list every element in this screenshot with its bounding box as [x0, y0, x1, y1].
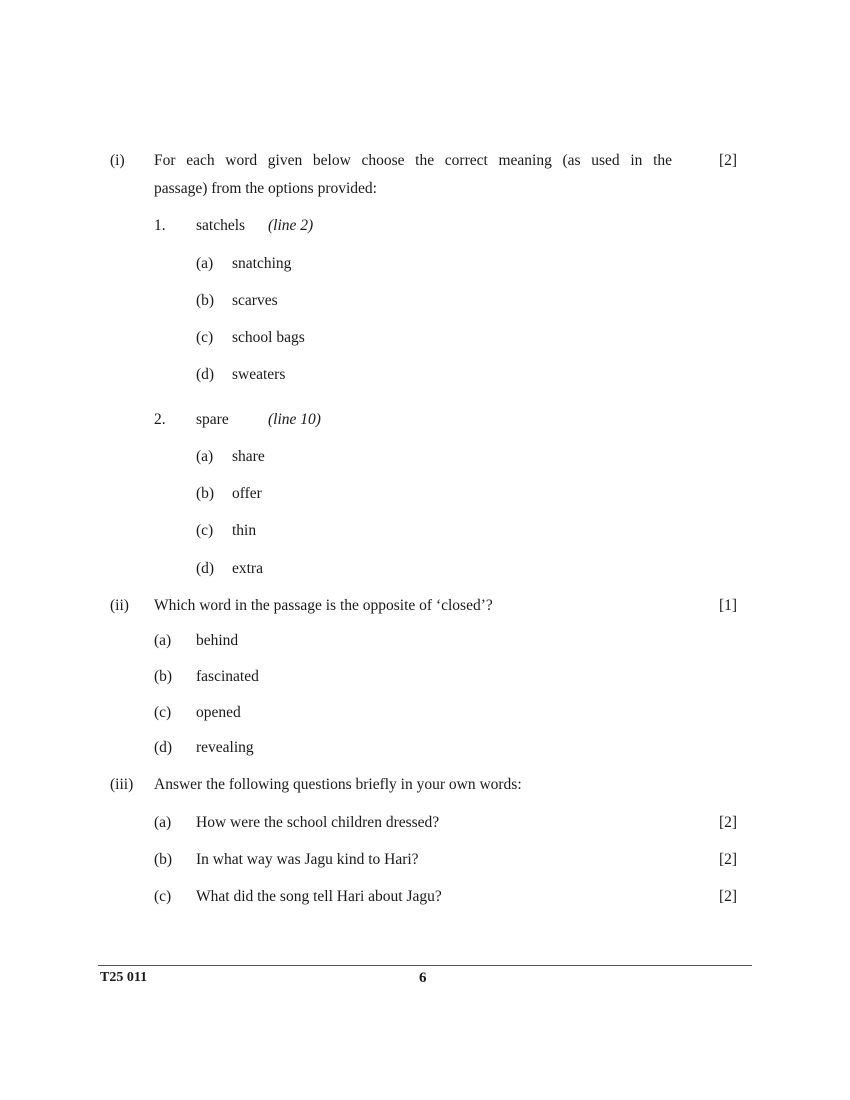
sub-question-text: In what way was Jagu kind to Hari? [196, 851, 419, 868]
option-label: (c) [154, 704, 172, 721]
sub-question-label: (a) [154, 814, 172, 831]
option-label: (d) [196, 366, 215, 383]
item-2-number: 2. [154, 411, 166, 428]
option-text: revealing [196, 739, 254, 756]
question-2-marks: [1] [719, 597, 738, 614]
option-label: (c) [196, 329, 214, 346]
option-label: (a) [196, 255, 214, 272]
question-1-text-line1: For each word given below choose the correct meaning (as used in the [154, 152, 672, 169]
question-3-text: Answer the following questions briefly in your own words: [154, 776, 522, 793]
option-text: opened [196, 704, 241, 721]
sub-question-marks: [2] [719, 888, 738, 905]
question-2-text: Which word in the passage is the opposite of ‘closed’? [154, 597, 493, 614]
option-label: (a) [196, 448, 214, 465]
page-number: 6 [419, 970, 427, 986]
item-1-line-reference: (line 2) [268, 217, 314, 234]
question-1-text-line2: passage) from the options provided: [154, 180, 377, 197]
option-label: (b) [196, 485, 215, 502]
option-text: snatching [232, 255, 292, 272]
question-3-number: (iii) [110, 776, 134, 793]
question-2-number: (ii) [110, 597, 129, 614]
option-label: (c) [196, 522, 214, 539]
sub-question-text: How were the school children dressed? [196, 814, 440, 831]
option-label: (d) [196, 560, 215, 577]
option-text: behind [196, 632, 239, 649]
sub-question-label: (b) [154, 851, 173, 868]
option-text: fascinated [196, 668, 259, 685]
option-text: thin [232, 522, 257, 539]
item-2-word: spare [196, 411, 229, 428]
item-1-number: 1. [154, 217, 166, 234]
option-text: extra [232, 560, 263, 577]
option-text: offer [232, 485, 262, 502]
sub-question-label: (c) [154, 888, 172, 905]
option-text: sweaters [232, 366, 286, 383]
option-label: (b) [196, 292, 215, 309]
item-2-line-reference: (line 10) [268, 411, 321, 428]
option-text: share [232, 448, 265, 465]
question-1-marks: [2] [719, 152, 738, 169]
question-1-number: (i) [110, 152, 125, 169]
option-text: school bags [232, 329, 305, 346]
paper-code: T25 011 [100, 970, 148, 985]
item-1-word: satchels [196, 217, 246, 234]
sub-question-text: What did the song tell Hari about Jagu? [196, 888, 442, 905]
option-label: (a) [154, 632, 172, 649]
option-text: scarves [232, 292, 278, 309]
sub-question-marks: [2] [719, 814, 738, 831]
option-label: (d) [154, 739, 173, 756]
sub-question-marks: [2] [719, 851, 738, 868]
option-label: (b) [154, 668, 173, 685]
footer-divider [98, 965, 752, 966]
